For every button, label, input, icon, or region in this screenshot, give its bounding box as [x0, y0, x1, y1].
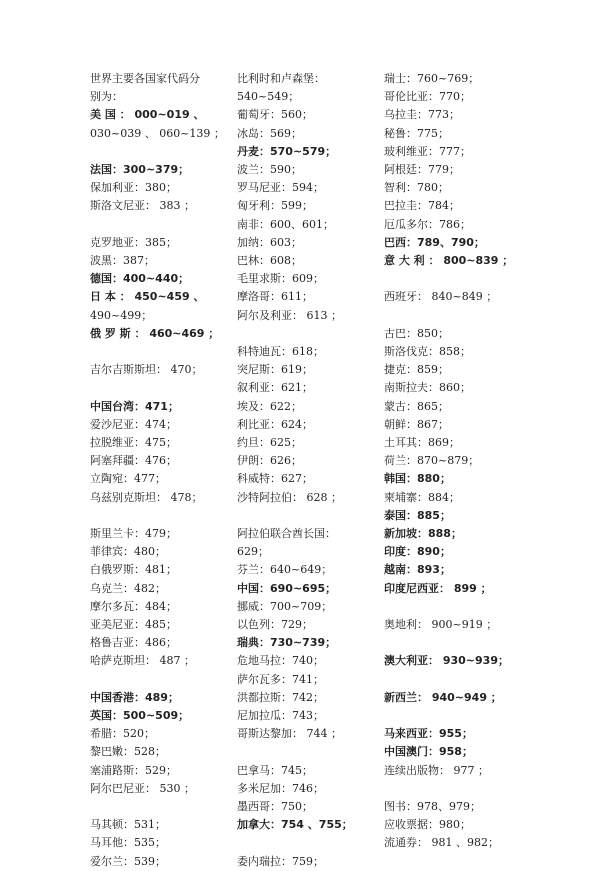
- country-code-entry-bold: 澳大利亚： 930~939；: [384, 654, 509, 668]
- country-code-entry: 毛里求斯：609；: [237, 272, 324, 286]
- country-code-entry-bold: 丹麦：570~579；: [237, 144, 337, 158]
- country-code-entry: 540~549；: [237, 90, 300, 104]
- country-code-entry: 巴林：608；: [237, 254, 302, 268]
- country-code-entry: 委内瑞拉：759；: [237, 854, 324, 868]
- blank-line: [90, 379, 210, 397]
- country-code-entry-bold: 美 国 ： 000~019 、: [90, 108, 205, 122]
- country-code-entry: 埃及：622；: [237, 399, 302, 413]
- country-code-entry: 菲律宾：480；: [90, 545, 166, 559]
- blank-line: [90, 507, 210, 525]
- country-code-entry: 阿尔巴尼亚： 530 ；: [90, 781, 195, 795]
- country-code-entry: 爱沙尼亚：474；: [90, 417, 177, 431]
- country-code-entry: 保加利亚：380；: [90, 181, 177, 195]
- country-code-entry-bold: 巴西：789、790；: [384, 235, 485, 249]
- column-3: [384, 70, 514, 853]
- country-code-entry: 南斯拉夫：860；: [384, 381, 471, 395]
- country-code-entry: 吉尔吉斯斯坦： 470；: [90, 363, 203, 377]
- country-code-entry-bold: 意 大 利 ： 800~839 ；: [384, 254, 514, 268]
- country-code-entry: 突尼斯：619；: [237, 363, 313, 377]
- country-code-entry: 捷克：859；: [384, 363, 449, 377]
- country-code-entry: 瑞士：760~769；: [384, 72, 480, 85]
- column-2: [237, 70, 357, 871]
- country-code-entry-bold: 韩国：880；: [384, 472, 451, 486]
- country-code-entry: 洪都拉斯：742；: [237, 690, 324, 704]
- blank-line: [384, 634, 504, 652]
- country-code-entry: 490~499；: [90, 308, 153, 322]
- country-code-entry: 哈萨克斯坦： 487 ；: [90, 654, 195, 668]
- country-code-entry: 拉脱维亚：475；: [90, 436, 177, 449]
- country-code-entry: 629；: [237, 545, 269, 559]
- country-code-entry: 塞浦路斯：529；: [90, 763, 177, 777]
- country-code-entry-bold: 德国：400~440；: [90, 272, 190, 286]
- country-code-entry: 玻利维亚：777；: [384, 144, 471, 158]
- blank-line: [237, 507, 357, 525]
- country-code-entry: 立陶宛：477；: [90, 472, 166, 486]
- blank-line: [384, 270, 504, 288]
- country-code-entry: 斯里兰卡：479；: [90, 527, 177, 540]
- country-code-entry-bold: 俄 罗 斯 ： 460~469 ；: [90, 326, 220, 340]
- country-code-entry: 危地马拉：740；: [237, 654, 324, 668]
- country-code-entry: 格鲁吉亚：486；: [90, 636, 177, 650]
- country-code-entry: 爱尔兰：539；: [90, 854, 166, 868]
- country-code-entry: 墨西哥：750；: [237, 800, 313, 814]
- country-code-entry: 流通券： 981 、982；: [384, 836, 499, 850]
- country-code-entry: 科威特：627；: [237, 472, 313, 486]
- country-code-entry: 叙利亚：621；: [237, 381, 313, 395]
- blank-line: [384, 780, 504, 798]
- country-code-entry: 摩尔多瓦：484；: [90, 599, 177, 613]
- country-code-entry: 比利时和卢森堡：: [237, 72, 325, 85]
- country-code-entry: 古巴：850；: [384, 326, 449, 340]
- country-code-entry-bold: 越南：893；: [384, 563, 451, 577]
- country-code-entry: 连续出版物： 977 ；: [384, 763, 489, 777]
- country-code-entry: 巴拉圭：784；: [384, 199, 460, 213]
- country-code-entry: 以色列：729；: [237, 618, 313, 632]
- country-code-entry: 罗马尼亚：594；: [237, 181, 324, 195]
- country-code-entry: 波兰：590；: [237, 163, 302, 177]
- country-code-entry: 土耳其：869；: [384, 436, 460, 450]
- country-code-entry: 斯洛伐克：858；: [384, 345, 471, 359]
- country-code-entry: 乌拉圭：773；: [384, 108, 460, 122]
- country-code-entry-bold: 中国台湾：471；: [90, 399, 179, 413]
- blank-line: [90, 343, 210, 361]
- country-code-entry-bold: 中国香港：489；: [90, 690, 179, 704]
- country-code-entry: 萨尔瓦多：741；: [237, 672, 324, 686]
- country-code-entry: 乌兹别克斯坦： 478；: [90, 490, 203, 504]
- country-code-entry: 亚美尼亚：485；: [90, 618, 177, 632]
- country-code-entry: 朝鲜：867；: [384, 417, 449, 431]
- country-code-entry: 斯洛文尼亚： 383 ；: [90, 199, 195, 213]
- country-code-entry: 秘鲁：775；: [384, 126, 449, 140]
- country-code-entry: 摩洛哥：611；: [237, 290, 313, 304]
- country-code-entry: 乌克兰：482；: [90, 581, 166, 595]
- country-code-entry: 哥斯达黎加： 744 ；: [237, 727, 342, 741]
- country-code-entry: 黎巴嫩：528；: [90, 745, 166, 759]
- country-code-entry-bold: 马来西亚：955；: [384, 727, 473, 741]
- country-code-entry: 巴拿马：745；: [237, 763, 313, 777]
- country-code-entry: 图书：978、979；: [384, 800, 481, 814]
- country-code-entry-bold: 英国：500~509；: [90, 709, 190, 723]
- country-code-entry-bold: 瑞典：730~739；: [237, 636, 337, 650]
- blank-line: [90, 216, 210, 234]
- country-code-entry: 波黑：387；: [90, 254, 155, 267]
- country-code-entry: 科特迪瓦：618；: [237, 345, 324, 359]
- country-code-entry: 应收票据：980；: [384, 818, 471, 832]
- country-code-entry: 尼加拉瓜：743；: [237, 709, 324, 723]
- country-code-entry: 阿拉伯联合酋长国：: [237, 527, 336, 541]
- country-code-entry-bold: 日 本 ： 450~459 、: [90, 290, 205, 304]
- blank-line: [384, 671, 504, 689]
- country-code-entry: 伊朗：626；: [237, 454, 302, 468]
- country-code-entry-bold: 中国澳门：958；: [384, 745, 473, 759]
- country-code-entry-bold: 新加坡：888；: [384, 527, 462, 541]
- blank-line: [90, 671, 210, 689]
- country-code-entry: 白俄罗斯：481；: [90, 563, 177, 577]
- country-code-entry: 奥地利： 900~919 ；: [384, 618, 498, 632]
- blank-line: [90, 798, 210, 816]
- country-code-entry: 哥伦比亚：770；: [384, 90, 471, 104]
- country-code-entry: 智利：780；: [384, 181, 449, 195]
- blank-line: [237, 743, 357, 761]
- country-code-entry-bold: 印度：890；: [384, 545, 451, 559]
- country-code-entry-bold: 加拿大：754 、755；: [237, 818, 353, 832]
- country-code-entry: 利比亚：624；: [237, 417, 313, 431]
- country-code-entry: 葡萄牙：560；: [237, 108, 313, 122]
- blank-line: [384, 707, 504, 725]
- country-code-entry: 加纳：603；: [237, 235, 302, 249]
- country-code-entry: 希腊：520；: [90, 727, 155, 741]
- country-code-entry-bold: 印度尼西亚： 899 ；: [384, 581, 492, 595]
- country-code-entry: 荷兰：870~879；: [384, 454, 480, 468]
- country-code-entry: 阿塞拜疆：476；: [90, 454, 177, 468]
- country-code-entry: 约旦：625；: [237, 436, 302, 450]
- country-code-entry: 沙特阿拉伯： 628 ；: [237, 490, 342, 504]
- country-code-entry: 西班牙： 840~849 ；: [384, 290, 498, 304]
- blank-line: [384, 598, 504, 616]
- country-code-entry-bold: 新西兰： 940~949 ；: [384, 690, 502, 704]
- blank-line: [237, 325, 357, 343]
- country-code-entry: 冰岛：569；: [237, 126, 302, 140]
- country-code-entry: 南非：600、601；: [237, 217, 334, 231]
- country-code-entry: 克罗地亚：385；: [90, 235, 177, 249]
- country-code-entry-bold: 法国：300~379；: [90, 163, 190, 176]
- country-code-entry-bold: 中国：690~695；: [237, 581, 337, 595]
- blank-line: [384, 307, 504, 325]
- country-code-entry: 世界主要各国家代码分: [90, 72, 200, 85]
- column-1: [90, 70, 225, 871]
- blank-line: [90, 143, 210, 161]
- country-code-entry: 马耳他：535；: [90, 836, 166, 850]
- country-code-entry-bold: 泰国：885；: [384, 508, 451, 522]
- country-code-entry: 马其顿：531；: [90, 818, 166, 832]
- country-code-entry: 厄瓜多尔：786；: [384, 217, 471, 231]
- country-code-entry: 匈牙利：599；: [237, 199, 313, 213]
- country-code-entry: 多米尼加：746；: [237, 781, 324, 795]
- country-code-entry: 芬兰：640~649；: [237, 563, 333, 577]
- country-code-entry: 030~039 、 060~139 ；: [90, 126, 225, 140]
- country-code-entry: 阿根廷：779；: [384, 163, 460, 177]
- country-code-entry: 挪威：700~709；: [237, 599, 333, 613]
- country-code-entry: 阿尔及利亚： 613 ；: [237, 308, 342, 322]
- country-code-entry: 柬埔寨：884；: [384, 490, 460, 504]
- country-code-entry: 别为：: [90, 90, 123, 104]
- country-code-entry: 蒙古：865；: [384, 399, 449, 413]
